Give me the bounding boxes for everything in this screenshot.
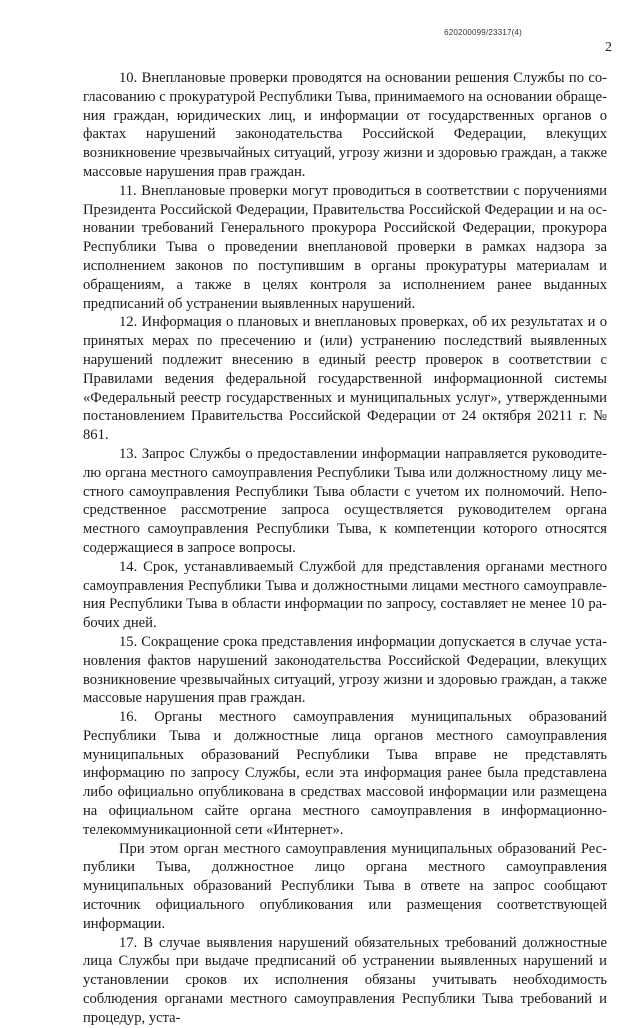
paragraph-14: 14. Срок, устанавливаемый Службой для представления органами местного самоуправления Республики Тыва и должностными лицами местного самоуправления Республики Тыва в области информации по запросу, составляет не менее 10 рабочих дней. [83,558,607,632]
paragraph-15: 15. Сокращение срока представления информации допускается в случае установления фактов нарушений законодательства Российской Федерации, влекущих возникновение чрезвычайных ситуаций, угрозу жизни и здоровью граждан, а также массовые нарушения прав граждан. [83,633,607,707]
paragraph-16-continuation: При этом орган местного самоуправления муниципальных образований Республики Тыва, должностное лицо органа местного самоуправления муниципальных образований Республики Тыва в ответе на запрос сообщают источник официального опубликования или размещения соответствующей информации. [83,840,607,932]
paragraph-16: 16. Органы местного самоуправления муниципальных образований Республики Тыва и должностные лица органов местного самоуправления муниципальных образований Республики Тыва вправе не представлять информацию по запросу Службы, если эта информация ранее была представлена либо официально опубликована в средствах массовой информации или размещена на официальном сайте органа местного самоуправления в информационно-телекоммуникационной сети «Интернет». [83,709,607,838]
paragraph-11: 11. Внеплановые проверки могут проводиться в соответствии с поручениями Президента Российской Федерации, Правительства Российской Федерации и на основании требований Генерального прокурора Российской Федерации, прокурора Республики Тыва о проведении внеплановой проверки в рамках надзора за исполнением законов по поступившим в органы прокуратуры материалам и обращениям, а также в целях контроля за исполнением ранее выданных предписаний об устранении выявленных нарушений. [83,182,607,312]
paragraph-10: 10. Внеплановые проверки проводятся на основании решения Службы по согласованию с прокуратурой Республики Тыва, принимаемого на основании обращения граждан, юридических лиц, и информации от государственных органов о фактах нарушений законодательства Российской Федерации, влекущих возникновение чрезвычайных ситуаций, угрозу жизни и здоровью граждан, а также массовые нарушения прав граждан. [83,70,607,180]
document-id: 620200099/23317(4) [444,28,522,37]
page-number: 2 [605,40,612,55]
paragraph-13: 13. Запрос Службы о предоставлении информации направляется руководителю органа местного самоуправления Республики Тыва или должностному лицу местного самоуправления Республики Тыва области с учетом их полномочий. Непосредственное рассмотрение запроса осуществляется руководителем органа местного самоуправления Республики Тыва, к компетенции которого относятся содержащиеся в запросе вопросы. [83,445,607,556]
document-body [83,69,607,1028]
paragraph-17: 17. В случае выявления нарушений обязательных требований должностные лица Службы при выдаче предписаний об устранении выявленных нарушений и установлении сроков их исполнения обязаны учитывать необходимость соблюдения органами местного самоуправления Республики Тыва требований и процедур, уста- [83,934,607,1026]
paragraph-12: 12. Информация о плановых и внеплановых проверках, об их результатах и о принятых мерах по пресечению и (или) устранению последствий выявленных нарушений подлежит внесению в единый реестр проверок в соответствии с Правилами ведения федеральной государственной информационной системы «Федеральный реестр государственных и муниципальных услуг», утвержденными постановлением Правительства Российской Федерации от 24 октября 20211 г. № 861. [83,314,607,444]
